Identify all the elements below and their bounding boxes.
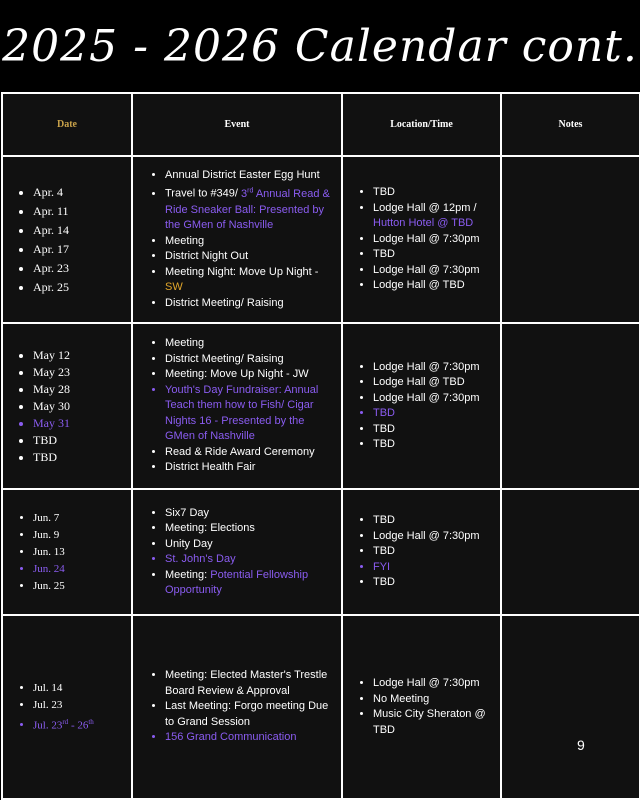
event-highlight-text: Annual Read & Ride Sneaker Ball: Presented by the GMen of Nashville (165, 188, 330, 232)
ordinal-number: 3 (241, 188, 248, 201)
event-item: • 156 Grand Communication (165, 730, 335, 746)
date-item: • May 28 (33, 381, 131, 398)
event-tag: SW (165, 281, 183, 294)
event-item (165, 265, 335, 296)
location-cell (342, 156, 501, 323)
event-item: • District Meeting/ Raising (165, 352, 335, 368)
location-item: • Lodge Hall @ 7:30pm (373, 360, 496, 376)
event-item: • Meeting: Elected Master's Trestle Board Review & Approval (165, 668, 335, 699)
date-cell (2, 156, 132, 323)
event-item: • Unity Day (165, 537, 335, 553)
event-item: • St. John's Day (165, 552, 335, 568)
event-highlight: Potential Fellowship Opportunity (165, 568, 309, 596)
notes-cell (501, 156, 640, 323)
location-item: • TBD (373, 437, 496, 453)
location-item: • TBD (373, 575, 496, 591)
event-text: Meeting Night: Move Up Night - (165, 265, 319, 278)
date-item: • Jun. 13 (33, 544, 131, 561)
location-item: • FYI (373, 560, 496, 576)
date-text: - 26 (68, 719, 89, 732)
date-item: • May 30 (33, 398, 131, 415)
table-row-june (2, 489, 640, 615)
event-item: • Youth's Day Fundraiser: Annual Teach them how to Fish/ Cigar Nights 16 - Presented by the GMen of Nashville (165, 383, 335, 445)
event-item: • District Health Fair (165, 460, 335, 476)
location-item: • TBD (373, 513, 496, 529)
date-item: • TBD (33, 432, 131, 449)
location-item: • TBD (373, 185, 496, 201)
location-item (373, 201, 496, 232)
location-text: Lodge Hall @ 12pm / (373, 201, 477, 214)
ordinal-suffix: rd (247, 187, 254, 195)
location-item: • TBD (373, 544, 496, 560)
event-item (165, 183, 335, 233)
event-item: • Annual District Easter Egg Hunt (165, 168, 335, 184)
date-item (33, 714, 131, 735)
location-item: • TBD (373, 406, 496, 422)
event-item: • Read & Ride Award Ceremony (165, 445, 335, 461)
location-item: • Lodge Hall @ 7:30pm (373, 263, 496, 279)
event-cell (132, 323, 342, 489)
location-item: • Lodge Hall @ 7:30pm (373, 676, 496, 692)
header-event: Event (132, 93, 342, 156)
event-item: • Last Meeting: Forgo meeting Due to Grand Session (165, 699, 335, 730)
location-cell (342, 489, 501, 615)
location-item: • TBD (373, 247, 496, 263)
table-row-may (2, 323, 640, 489)
date-cell (2, 323, 132, 489)
date-item: • Apr. 25 (33, 278, 131, 297)
date-item: • May 23 (33, 364, 131, 381)
location-item: • TBD (373, 422, 496, 438)
event-cell (132, 615, 342, 799)
location-item: • Lodge Hall @ 7:30pm (373, 529, 496, 545)
notes-cell (501, 489, 640, 615)
header-notes: Notes (501, 93, 640, 156)
location-item: • Lodge Hall @ 7:30pm (373, 391, 496, 407)
notes-cell (501, 615, 640, 799)
date-item: • May 31 (33, 415, 131, 432)
header-date: Date (2, 93, 132, 156)
page-number: 9 (577, 737, 585, 753)
event-item: • Meeting: Elections (165, 521, 335, 537)
event-item: • District Meeting/ Raising (165, 296, 335, 312)
event-item: • Meeting (165, 336, 335, 352)
notes-cell (501, 323, 640, 489)
location-cell (342, 615, 501, 799)
location-highlight: Hutton Hotel @ TBD (373, 217, 474, 230)
event-item: • Six7 Day (165, 506, 335, 522)
event-cell (132, 156, 342, 323)
location-item: • Lodge Hall @ 7:30pm (373, 232, 496, 248)
location-cell (342, 323, 501, 489)
date-item: • Jun. 9 (33, 527, 131, 544)
event-item (165, 568, 335, 599)
date-item: • Apr. 4 (33, 183, 131, 202)
date-cell (2, 489, 132, 615)
date-item: • TBD (33, 449, 131, 466)
table-row-july (2, 615, 640, 799)
date-item: • May 12 (33, 347, 131, 364)
table-row-april (2, 156, 640, 323)
date-item: • Apr. 11 (33, 202, 131, 221)
event-item: • District Night Out (165, 249, 335, 265)
event-item: • Meeting: Move Up Night - JW (165, 367, 335, 383)
date-text: Jul. 23 (33, 719, 63, 732)
location-item: • Lodge Hall @ TBD (373, 375, 496, 391)
date-item: • Apr. 17 (33, 240, 131, 259)
header-location: Location/Time (342, 93, 501, 156)
event-item: • Meeting (165, 234, 335, 250)
date-item: • Jun. 25 (33, 578, 131, 595)
date-item: • Apr. 23 (33, 259, 131, 278)
date-item: • Jun. 7 (33, 510, 131, 527)
location-item: • Music City Sheraton @ TBD (373, 707, 496, 738)
date-cell (2, 615, 132, 799)
event-cell (132, 489, 342, 615)
calendar-table (1, 92, 640, 800)
date-item: • Jul. 23 (33, 697, 131, 714)
date-item: • Jul. 14 (33, 680, 131, 697)
location-item: • Lodge Hall @ TBD (373, 278, 496, 294)
ordinal-suffix: rd (62, 717, 69, 726)
date-item: • Jun. 24 (33, 561, 131, 578)
ordinal-suffix: th (88, 717, 94, 726)
location-item: • No Meeting (373, 692, 496, 708)
page-title: 2025 - 2026 Calendar cont. (2, 20, 638, 72)
date-item: • Apr. 14 (33, 221, 131, 240)
event-text: Meeting: (165, 568, 211, 581)
event-text: Travel to #349/ (165, 188, 242, 201)
header-row (2, 93, 640, 156)
